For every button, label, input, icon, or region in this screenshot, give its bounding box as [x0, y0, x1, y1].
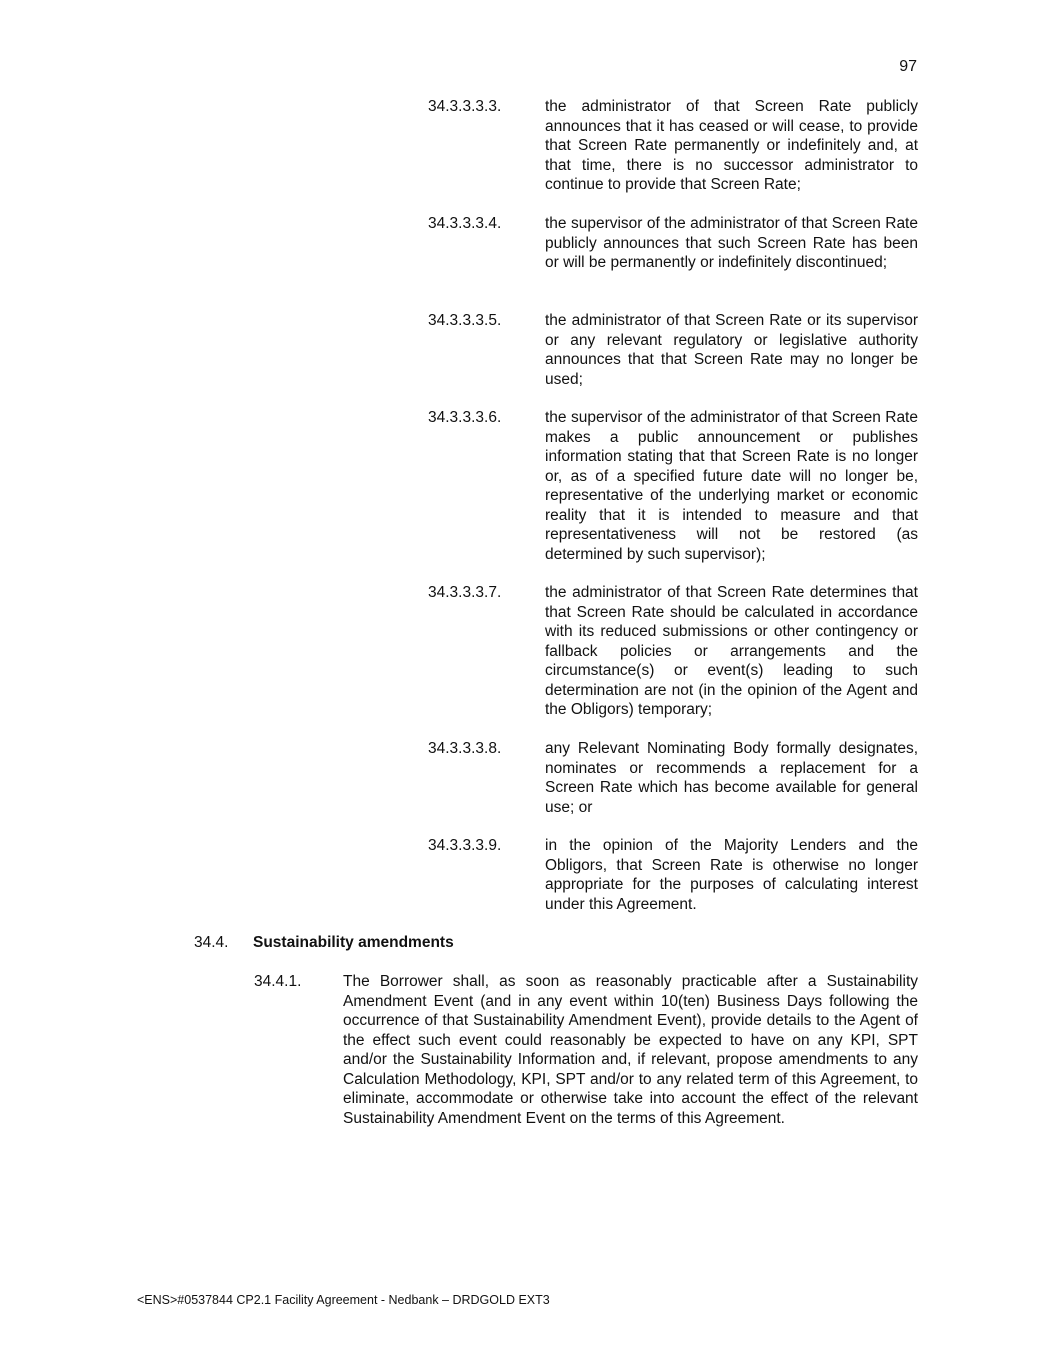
clause-text: the supervisor of the administrator of that Screen Rate publicly announces that such Screen Rate has been or will be permanently or indefinitely discontinued;	[545, 215, 918, 271]
section-heading	[194, 933, 454, 953]
clause-number: 34.3.3.3.9.	[428, 837, 502, 854]
clause-text: the administrator of that Screen Rate determines that that Screen Rate should be calculated in accordance with its reduced submissions or other contingency or fallback policies or arrangements and the circumstance(s) or event(s) leading to such determination are not (in the opinion of the Agent and the Obligors) temporary;	[545, 584, 918, 718]
document-footer: <ENS>#0537844 CP2.1 Facility Agreement - Nedbank – DRDGOLD EXT3	[137, 1293, 550, 1307]
clause-number: 34.3.3.3.4.	[428, 215, 502, 232]
clause-text: the administrator of that Screen Rate or its supervisor or any relevant regulatory or legislative authority announces that that Screen Rate may no longer be used;	[545, 312, 918, 388]
clause-text: in the opinion of the Majority Lenders and the Obligors, that Screen Rate is otherwise no longer appropriate for the purposes of calculating interest under this Agreement.	[545, 837, 918, 913]
subclause-34-4-1	[254, 972, 918, 1128]
clause-number: 34.3.3.3.5.	[428, 312, 502, 329]
clause-34-3-3-3-3	[428, 97, 918, 195]
clause-34-3-3-3-7	[428, 583, 918, 720]
clause-34-3-3-3-4	[428, 214, 918, 273]
clause-number: 34.3.3.3.6.	[428, 409, 502, 426]
section-number: 34.4.	[194, 934, 229, 951]
section-title: Sustainability amendments	[253, 934, 454, 951]
clause-34-3-3-3-9	[428, 836, 918, 914]
clause-number: 34.3.3.3.3.	[428, 98, 502, 115]
clause-34-3-3-3-5	[428, 311, 918, 389]
clause-text: the administrator of that Screen Rate publicly announces that it has ceased or will cease, to provide that Screen Rate permanently or indefinitely and, at that time, there is no successor administrator to continue to provide that Screen Rate;	[545, 98, 918, 193]
clause-34-3-3-3-8	[428, 739, 918, 817]
clause-text: the supervisor of the administrator of that Screen Rate makes a public announcement or publishes information stating that that Screen Rate is no longer or, as of a specified future date will no longer be, representative of the underlying market or economic reality that it is intended to measure and that representativeness will not be restored (as determined by such supervisor);	[545, 409, 918, 563]
clause-text: any Relevant Nominating Body formally designates, nominates or recommends a replacement for a Screen Rate which has become available for general use; or	[545, 740, 918, 816]
subclause-number: 34.4.1.	[254, 973, 302, 990]
subclause-text: The Borrower shall, as soon as reasonably practicable after a Sustainability Amendment Event (and in any event within 10(ten) Business Days following the occurrence of that Sustainability Amendment Event), provide details to the Agent of the effect such event could reasonably be expected to have on any KPI, SPT and/or the Sustainability Information and, if relevant, propose amendments to any Calculation Methodology, KPI, SPT and/or to any related term of this Agreement, to eliminate, accommodate or otherwise take into account the effect of the relevant Sustainability Amendment Event on the terms of this Agreement.	[343, 973, 918, 1127]
clause-number: 34.3.3.3.8.	[428, 740, 502, 757]
page-number: 97	[899, 58, 917, 75]
clause-number: 34.3.3.3.7.	[428, 584, 502, 601]
clause-34-3-3-3-6	[428, 408, 918, 564]
